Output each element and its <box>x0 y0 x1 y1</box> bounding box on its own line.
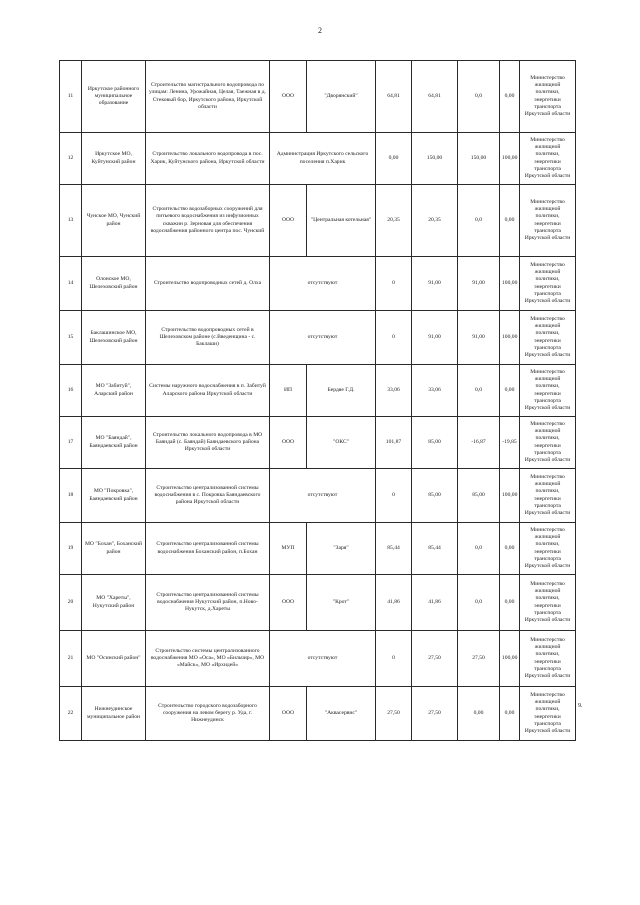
value-2-cell: 85,00 <box>412 417 458 469</box>
municipality-cell: МО "Покровка", Баяндаевский район <box>82 469 146 523</box>
value-4-cell: 100,00 <box>500 631 520 687</box>
legal-form-cell: ООО <box>270 575 307 631</box>
project-cell: Строительство локального водопровода в пос. Харик, Куйтунского района, Иркутской области <box>146 133 270 185</box>
value-3-cell: 27,50 <box>458 631 500 687</box>
legal-form-cell: ООО <box>270 417 307 469</box>
value-1-cell: 0 <box>376 311 412 365</box>
project-cell: Строительство водозаборных сооружений для питьевого водоснабжения из инфузионных скважин р. Зерновая для обеспечения водоснабжения районного центра пос. Чунский <box>146 185 270 257</box>
executor-cell: отсутствуют <box>270 469 376 523</box>
value-3-cell: 85,00 <box>458 469 500 523</box>
ministry-cell: Министерство жилищной политики, энергетики транспорта Иркутской области <box>520 61 576 133</box>
project-cell: Строительство системы централизованного водоснабжения МО «Оса», МО «Бильчир», МО «Майск», МО «Ирхидей» <box>146 631 270 687</box>
table-row <box>60 631 576 687</box>
ministry-cell: Министерство жилищной политики, энергетики транспорта Иркутской области <box>520 631 576 687</box>
value-3-cell: -16,87 <box>458 417 500 469</box>
table-row <box>60 257 576 311</box>
project-cell: Строительство магистрального водопровода по улицам: Ленина, Урожайная, Целая, Таежная в д. Стековый бор, Иркутского района, Иркутской области <box>146 61 270 133</box>
ministry-cell: Министерство жилищной политики, энергетики транспорта Иркутской области <box>520 687 576 741</box>
ministry-cell: Министерство жилищной политики, энергетики транспорта Иркутской области <box>520 575 576 631</box>
municipality-cell: МО "Бохан", Боханский район <box>82 523 146 575</box>
ministry-cell: Министерство жилищной политики, энергетики транспорта Иркутской области <box>520 365 576 417</box>
table-row <box>60 365 576 417</box>
table-row <box>60 575 576 631</box>
row-number: 17 <box>60 417 82 469</box>
project-cell: Строительство городского водозаборного сооружения на левом берегу р. Уда, г. Нижнеудинск <box>146 687 270 741</box>
value-2-cell: 33,06 <box>412 365 458 417</box>
table-row <box>60 185 576 257</box>
value-3-cell: 0,00 <box>458 687 500 741</box>
executor-cell: "ОКС" <box>307 417 376 469</box>
value-1-cell: 0 <box>376 631 412 687</box>
municipality-cell: МО "Хареты", Нукутский район <box>82 575 146 631</box>
ministry-cell: Министерство жилищной политики, энергетики транспорта Иркутской области <box>520 523 576 575</box>
projects-table <box>59 60 576 741</box>
executor-cell: отсутствуют <box>270 631 376 687</box>
value-2-cell: 64,81 <box>412 61 458 133</box>
project-cell: Строительство централизованной системы водоснабжения Нукутский район, п.Ново-Нукутск, д.Хареты <box>146 575 270 631</box>
value-4-cell: 0,00 <box>500 575 520 631</box>
value-4-cell: -19,85 <box>500 417 520 469</box>
value-1-cell: 20,35 <box>376 185 412 257</box>
legal-form-cell: ООО <box>270 185 307 257</box>
ministry-cell: Министерство жилищной политики, энергетики транспорта Иркутской области <box>520 469 576 523</box>
value-2-cell: 85,00 <box>412 469 458 523</box>
value-2-cell: 27,50 <box>412 631 458 687</box>
value-2-cell: 85,44 <box>412 523 458 575</box>
row-number: 20 <box>60 575 82 631</box>
value-2-cell: 20,35 <box>412 185 458 257</box>
table-row <box>60 469 576 523</box>
value-1-cell: 0 <box>376 257 412 311</box>
value-1-cell: 0,00 <box>376 133 412 185</box>
value-1-cell: 41,86 <box>376 575 412 631</box>
value-3-cell: 150,00 <box>458 133 500 185</box>
row-number: 15 <box>60 311 82 365</box>
project-cell: Строительство локального водопровода в МО Баяндай (с. Баяндай) Баяндаевского района Иркутской области <box>146 417 270 469</box>
ministry-cell: Министерство жилищной политики, энергетики транспорта Иркутской области <box>520 311 576 365</box>
legal-form-cell: ИП <box>270 365 307 417</box>
ministry-cell: Министерство жилищной политики, энергетики транспорта Иркутской области <box>520 185 576 257</box>
value-4-cell: 0,00 <box>500 687 520 741</box>
trailing-mark: 9. <box>578 703 583 709</box>
executor-cell: "Аквасервис" <box>307 687 376 741</box>
value-3-cell: 0,0 <box>458 365 500 417</box>
project-cell: Системы наружного водоснабжения в п. Забитуй Аларского района Иркутской области <box>146 365 270 417</box>
municipality-cell: МО "Баяндай", Баяндаевский район <box>82 417 146 469</box>
legal-form-cell: МУП <box>270 523 307 575</box>
table-row <box>60 311 576 365</box>
legal-form-cell: ООО <box>270 61 307 133</box>
executor-cell: Бердяе Г.Д. <box>307 365 376 417</box>
executor-cell: "Крот" <box>307 575 376 631</box>
value-2-cell: 91,00 <box>412 257 458 311</box>
project-cell: Строительство водопроводных сетей д. Олха <box>146 257 270 311</box>
value-2-cell: 27,50 <box>412 687 458 741</box>
value-1-cell: 85,44 <box>376 523 412 575</box>
municipality-cell: Чунское МО, Чунский район <box>82 185 146 257</box>
value-4-cell: 0,00 <box>500 185 520 257</box>
executor-cell: "Дворянский" <box>307 61 376 133</box>
value-4-cell: 100,00 <box>500 257 520 311</box>
value-1-cell: 27,50 <box>376 687 412 741</box>
value-1-cell: 101,87 <box>376 417 412 469</box>
row-number: 16 <box>60 365 82 417</box>
value-3-cell: 91,00 <box>458 311 500 365</box>
municipality-cell: МО "Осинский район" <box>82 631 146 687</box>
table-row <box>60 523 576 575</box>
project-cell: Строительство централизованной системы водоснабжения Боханский район, п.Бохан <box>146 523 270 575</box>
municipality-cell: МО "Забитуй", Аларский район <box>82 365 146 417</box>
executor-cell: "Центральная котельная" <box>307 185 376 257</box>
value-3-cell: 0,0 <box>458 185 500 257</box>
ministry-cell: Министерство жилищной политики, энергетики транспорта Иркутской области <box>520 133 576 185</box>
value-4-cell: 0,00 <box>500 365 520 417</box>
value-1-cell: 64,81 <box>376 61 412 133</box>
value-4-cell: 100,00 <box>500 133 520 185</box>
municipality-cell: Баклашинское МО, Шелеховский район <box>82 311 146 365</box>
page-number: 2 <box>318 26 322 35</box>
row-number: 12 <box>60 133 82 185</box>
value-4-cell: 0,00 <box>500 523 520 575</box>
legal-form-cell: ООО <box>270 687 307 741</box>
municipality-cell: Нижнеудинское муниципальное район <box>82 687 146 741</box>
row-number: 18 <box>60 469 82 523</box>
value-3-cell: 0,0 <box>458 61 500 133</box>
row-number: 13 <box>60 185 82 257</box>
table-row <box>60 687 576 741</box>
project-cell: Строительство водопроводных сетей в Шелеховском районе (с.Введенщина - с. Баклаши) <box>146 311 270 365</box>
municipality-cell: Иркутское МО, Куйтунский район <box>82 133 146 185</box>
value-2-cell: 91,00 <box>412 311 458 365</box>
row-number: 21 <box>60 631 82 687</box>
value-3-cell: 0,0 <box>458 575 500 631</box>
value-2-cell: 41,86 <box>412 575 458 631</box>
executor-cell: Администрация Иркутского сельского поселения п.Харик <box>270 133 376 185</box>
value-1-cell: 0 <box>376 469 412 523</box>
table-row <box>60 61 576 133</box>
row-number: 11 <box>60 61 82 133</box>
table-row <box>60 417 576 469</box>
value-3-cell: 91,00 <box>458 257 500 311</box>
project-cell: Строительство централизованной системы водоснабжения в с. Покровка Баяндаевского района Иркутской области <box>146 469 270 523</box>
row-number: 22 <box>60 687 82 741</box>
table-row <box>60 133 576 185</box>
ministry-cell: Министерство жилищной политики, энергетики транспорта Иркутской области <box>520 257 576 311</box>
executor-cell: отсутствуют <box>270 257 376 311</box>
row-number: 14 <box>60 257 82 311</box>
value-2-cell: 150,00 <box>412 133 458 185</box>
municipality-cell: Иркутское районного муниципальное образование <box>82 61 146 133</box>
row-number: 19 <box>60 523 82 575</box>
value-4-cell: 100,00 <box>500 311 520 365</box>
value-4-cell: 100,00 <box>500 469 520 523</box>
executor-cell: отсутствуют <box>270 311 376 365</box>
value-4-cell: 0,00 <box>500 61 520 133</box>
ministry-cell: Министерство жилищной политики, энергетики транспорта Иркутской области <box>520 417 576 469</box>
executor-cell: "Заря" <box>307 523 376 575</box>
value-3-cell: 0,0 <box>458 523 500 575</box>
value-1-cell: 33,06 <box>376 365 412 417</box>
municipality-cell: Олонское МО, Шелеховский район <box>82 257 146 311</box>
